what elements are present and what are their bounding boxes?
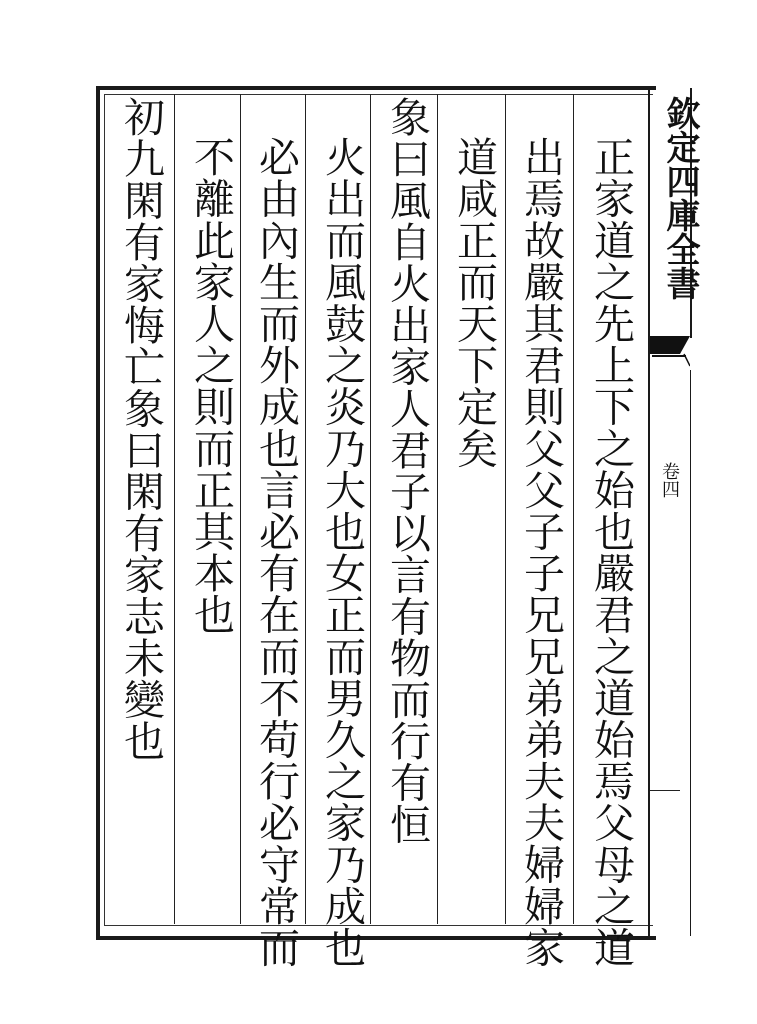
text-column-6: 必由內生而外成也言必有在而不苟行必守常而 (252, 136, 300, 968)
book-title: 欽定四庫全書 (660, 96, 700, 300)
binding-strip-line (648, 88, 650, 936)
column-divider (174, 94, 175, 924)
text-column-2: 出焉故嚴其君則父父子子兄兄弟弟夫夫婦婦家 (517, 136, 565, 968)
text-column-8: 初九閑有家悔亡象曰閑有家志未變也 (117, 96, 165, 762)
column-divider (505, 94, 506, 924)
text-column-7: 不離此家人之則而正其本也 (187, 136, 235, 636)
column-divider (370, 94, 371, 924)
text-column-3: 道咸正而天下定矣 (450, 136, 498, 469)
column-divider (573, 94, 574, 924)
column-divider (240, 94, 241, 924)
binding-tick (650, 790, 680, 791)
volume-label: 卷四 (659, 462, 680, 498)
text-column-1: 正家道之先上下之始也嚴君之道始焉父母之道 (587, 136, 635, 968)
fish-tail-mark-icon (650, 336, 690, 370)
text-column-5: 火出而風鼓之炎乃大也女正而男久之家乃成也 (318, 136, 366, 968)
column-divider (437, 94, 438, 924)
binding-strip-line (690, 370, 691, 936)
text-column-4: 象曰風自火出家人君子以言有物而行有恒 (383, 96, 431, 845)
column-divider (305, 94, 306, 924)
